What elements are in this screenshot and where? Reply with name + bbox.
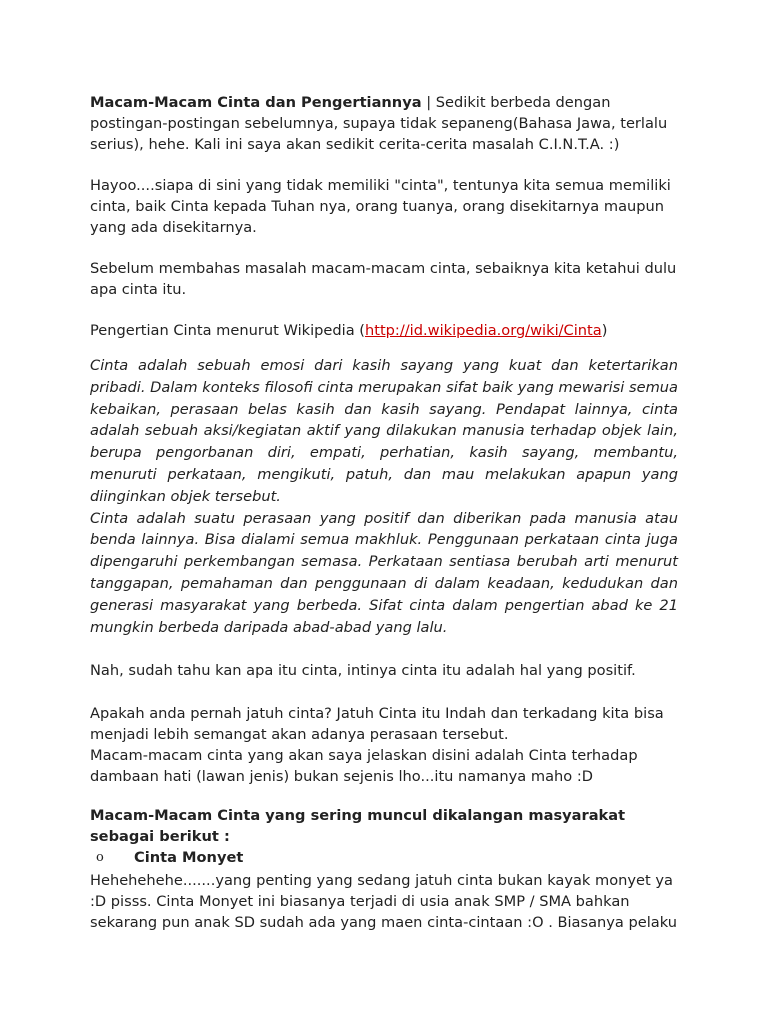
wikipedia-line [90, 320, 678, 341]
quote-definition-2: Cinta adalah suatu perasaan yang positif dan diberikan pada manusia atau benda lainnya. Bisa dialami semua makhluk. Penggunaan perkataan cinta juga dipengaruhi perkembangan semasa. Perkataan sentiasa berubah arti menurut tanggapan, pemahaman dan penggunaan di dalam keadaan, kedudukan dan generasi masyarakat yang berbeda. Sifat cinta dalam pengertian abad ke 21 mungkin berbeda daripada abad-abad yang lalu. [90, 509, 678, 636]
bullet-cinta-monyet [90, 847, 678, 868]
bullet-label: Cinta Monyet [134, 849, 244, 867]
paragraph-nah: Nah, sudah tahu kan apa itu cinta, intinya cinta itu adalah hal yang positif. [90, 662, 636, 680]
paragraph-apakah: Apakah anda pernah jatuh cinta? Jatuh Cinta itu Indah dan terkadang kita bisa menjadi lebih semangat akan adanya perasaan tersebut. [90, 705, 664, 744]
bullet-circle-icon: o [96, 850, 104, 866]
intro-paragraph [90, 92, 678, 155]
title-separator: | [421, 94, 436, 111]
paragraph-macam: Macam-macam cinta yang akan saya jelaskan disini adalah Cinta terhadap dambaan hati (lawan jenis) bukan sejenis lho...itu namanya maho :D [90, 747, 638, 786]
wikipedia-link[interactable]: http://id.wikipedia.org/wiki/Cinta [364, 322, 602, 339]
intro-text: Sedikit berbeda dengan postingan-postingan sebelumnya, supaya tidak sepaneng(Bahasa Jawa, terlalu serius), hehe. Kali ini saya akan sedikit cerita-cerita masalah C.I.N.T.A. :) [90, 94, 668, 153]
paragraph-hayoo: Hayoo....siapa di sini yang tidak memiliki "cinta", tentunya kita semua memiliki cinta, baik Cinta kepada Tuhan nya, orang tuanya, orang disekitarnya maupun yang ada disekitarnya. [90, 177, 671, 236]
article-title: Macam-Macam Cinta dan Pengertiannya [90, 94, 422, 111]
wiki-prefix: Pengertian Cinta menurut Wikipedia ( [90, 322, 365, 339]
section-heading: Macam-Macam Cinta yang sering muncul dikalangan masyarakat sebagai berikut : [90, 807, 626, 846]
paragraph-sebelum: Sebelum membahas masalah macam-macam cinta, sebaiknya kita ketahui dulu apa cinta itu. [90, 260, 677, 298]
quote-definition-1: Cinta adalah sebuah emosi dari kasih sayang yang kuat dan ketertarikan pribadi. Dalam konteks filosofi cinta merupakan sifat baik yang mewarisi semua kebaikan, perasaan belas kasih dan kasih sayang. Pendapat lainnya, cinta adalah sebuah aksi/kegiatan aktif yang dilakukan manusia terhadap objek lain, berupa pengorbanan diri, empati, perhatian, kasih sayang, membantu, menuruti perkataan, mengikuti, patuh, dan mau melakukan apapun yang diinginkan objek tersebut. [90, 357, 678, 505]
wiki-suffix: ) [601, 322, 608, 339]
paragraph-cinta-monyet: Hehehehehe.......yang penting yang sedang jatuh cinta bukan kayak monyet ya :D pisss. Cinta Monyet ini biasanya terjadi di usia anak SMP / SMA bahkan sekarang pun anak SD sudah ada yang maen cinta-cintaan :O . Biasanya pelaku [90, 872, 677, 932]
